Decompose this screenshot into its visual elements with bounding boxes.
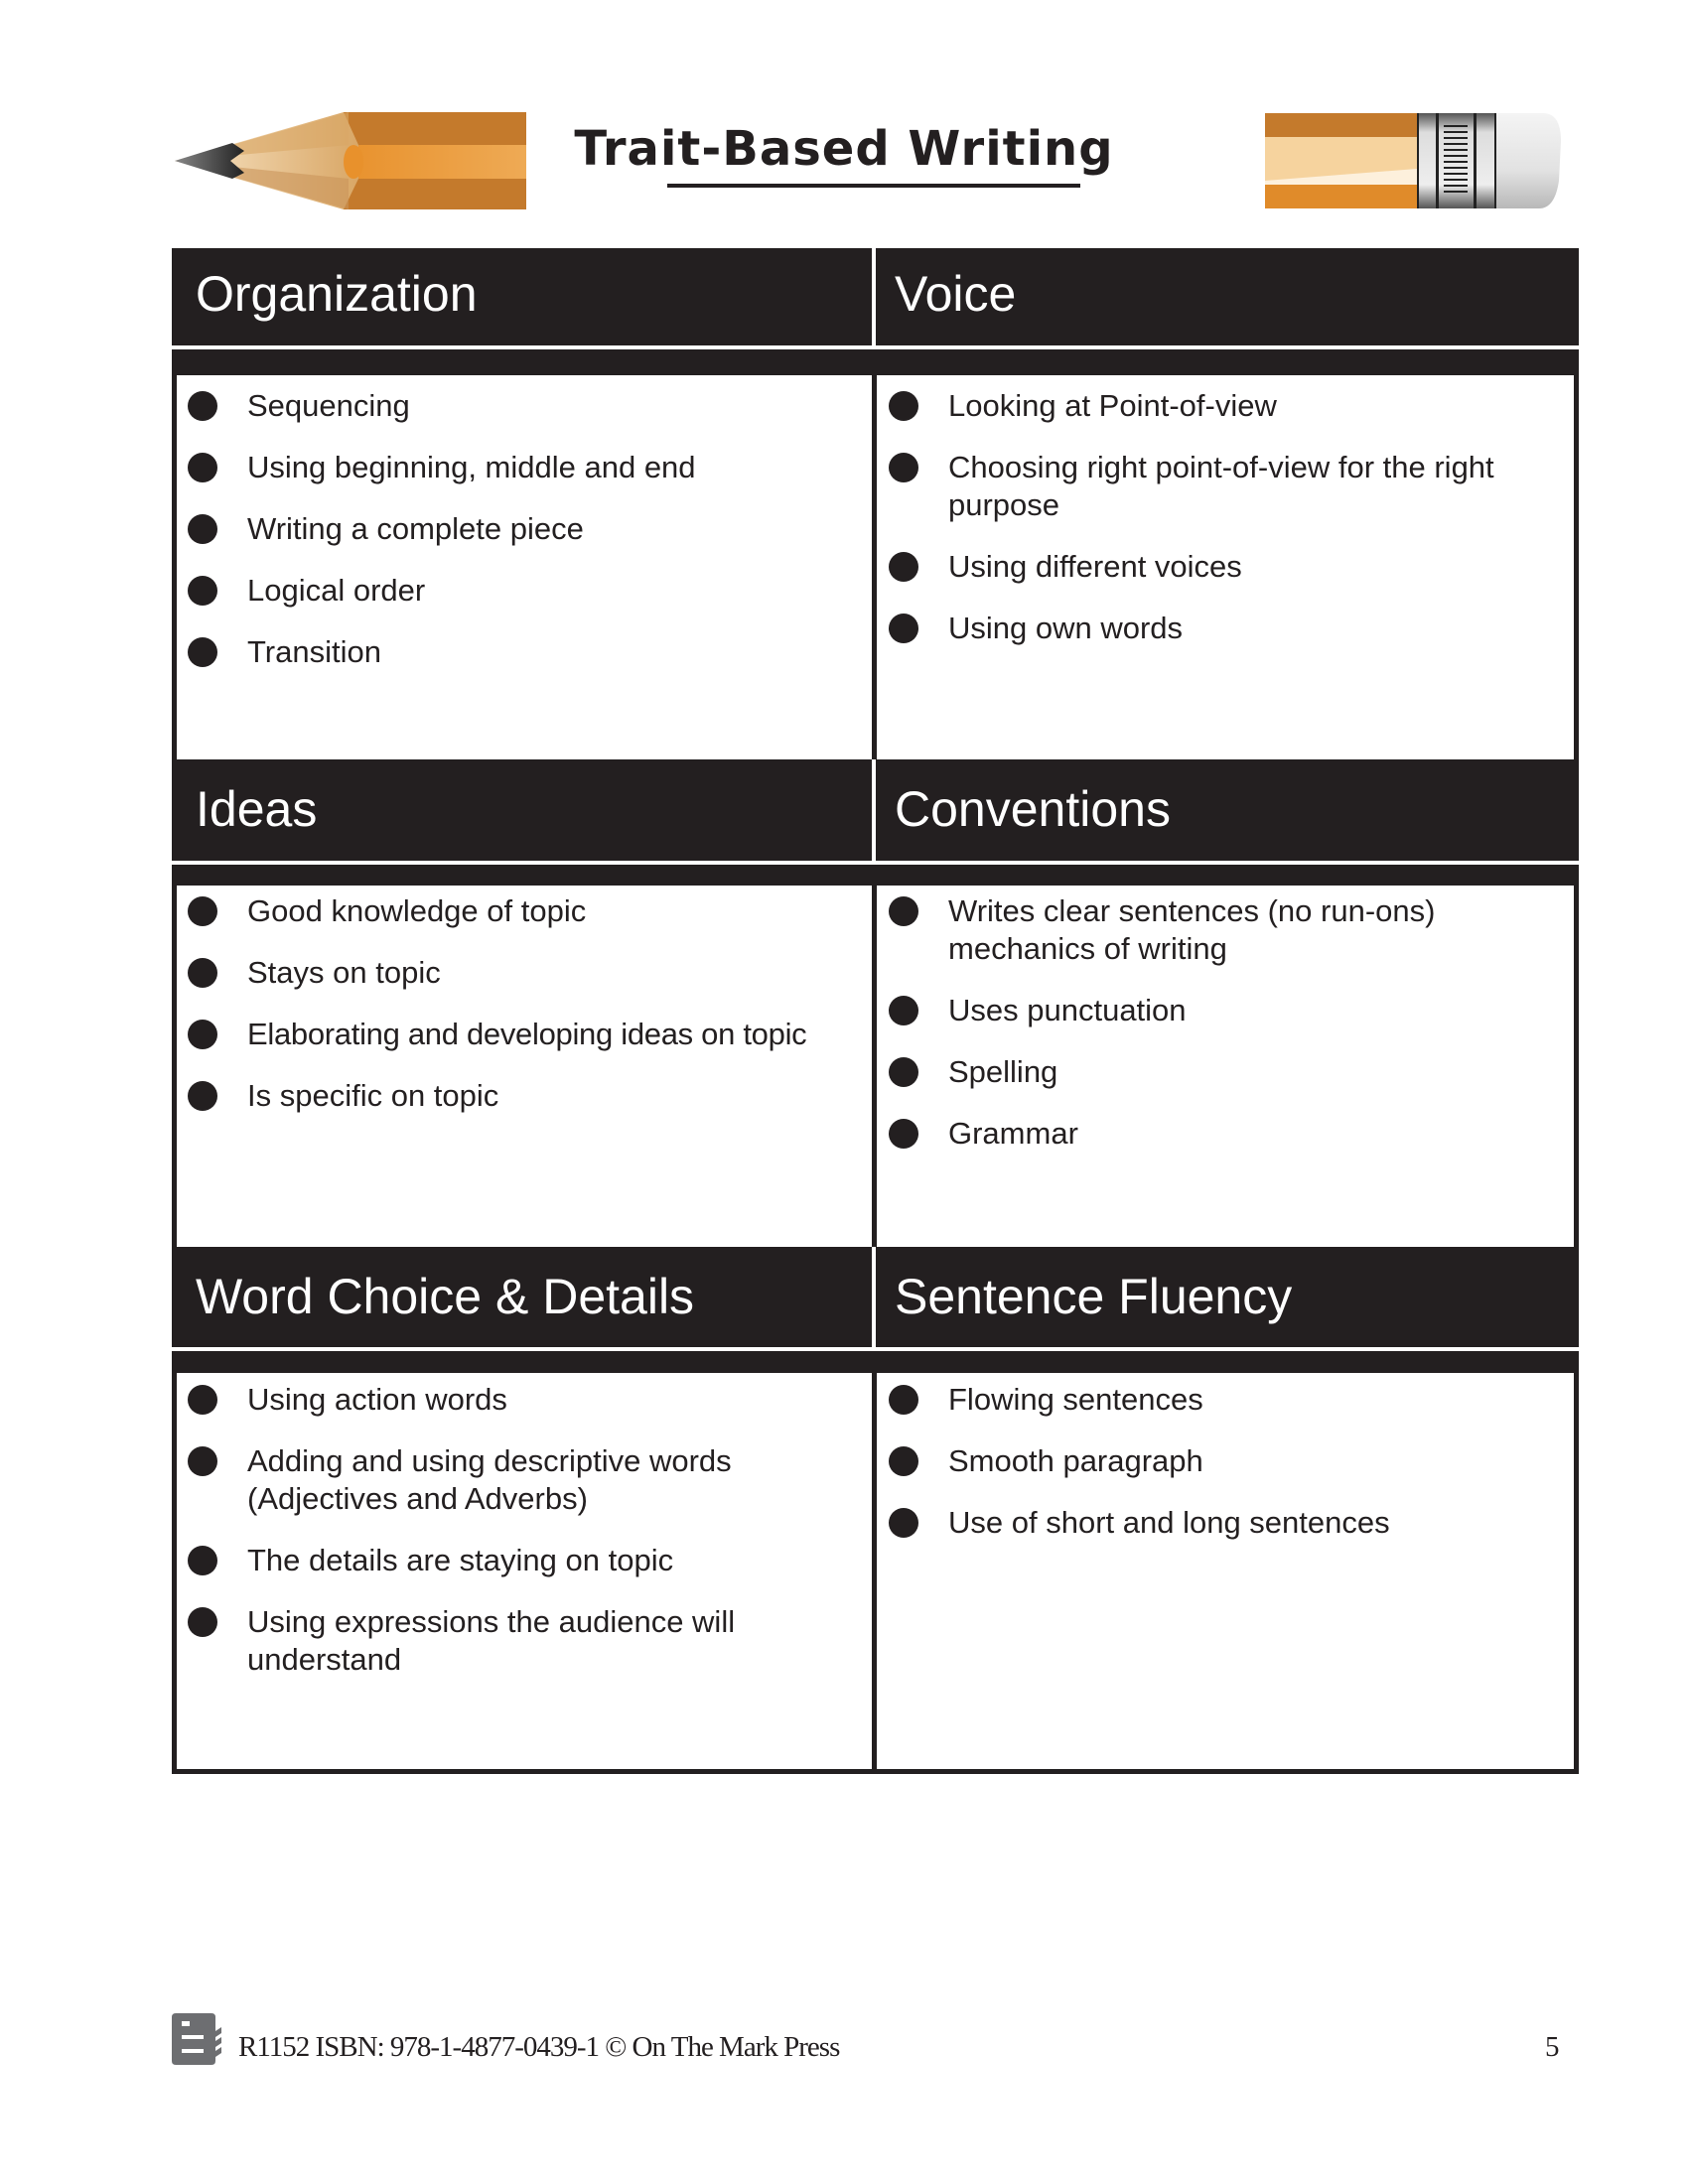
list-item: Adding and using descriptive words (Adjectives and Adverbs) xyxy=(188,1442,813,1518)
bullet-icon xyxy=(889,391,918,421)
bullet-icon xyxy=(188,958,217,988)
list-item: Looking at Point-of-view xyxy=(889,387,1564,425)
section-title-conventions: Conventions xyxy=(895,781,1171,837)
header-gap xyxy=(872,1247,876,1347)
list-item: Flowing sentences xyxy=(889,1381,1564,1419)
list-item: Is specific on topic xyxy=(188,1077,873,1115)
bullet-icon xyxy=(889,1385,918,1415)
header-rule xyxy=(172,345,1579,349)
section-body-sentence-fluency xyxy=(889,1373,1564,1566)
bullet-icon xyxy=(188,1385,217,1415)
header-rule xyxy=(172,861,1579,865)
bullet-icon xyxy=(188,1607,217,1637)
footer-copyright: R1152 ISBN: 978-1-4877-0439-1 © On The Mark Press xyxy=(238,2031,840,2063)
list-item: Using expressions the audience will understand xyxy=(188,1603,813,1679)
list-item: Logical order xyxy=(188,572,863,610)
list-item: Uses punctuation xyxy=(889,992,1504,1029)
list-item: Using own words xyxy=(889,610,1564,647)
section-title-sentence-fluency: Sentence Fluency xyxy=(895,1269,1293,1324)
bullet-icon xyxy=(188,576,217,606)
bullet-icon xyxy=(188,1081,217,1111)
list-item: The details are staying on topic xyxy=(188,1542,813,1579)
bullet-icon xyxy=(188,896,217,926)
bullet-icon xyxy=(188,514,217,544)
pencil-eraser-icon xyxy=(1265,111,1563,210)
list-item: Transition xyxy=(188,633,863,671)
bullet-icon xyxy=(889,996,918,1025)
bullet-icon xyxy=(188,637,217,667)
section-body-word-choice xyxy=(188,1373,813,1703)
bullet-icon xyxy=(188,1020,217,1049)
notepad-icon xyxy=(172,2013,221,2065)
section-body-organization xyxy=(188,387,863,695)
list-item: Using action words xyxy=(188,1381,813,1419)
bullet-icon xyxy=(188,1446,217,1476)
bullet-icon xyxy=(188,453,217,482)
list-item: Stays on topic xyxy=(188,954,873,992)
bullet-icon xyxy=(188,1546,217,1575)
section-header-row-2 xyxy=(172,759,1579,886)
list-item: Using different voices xyxy=(889,548,1564,586)
section-body-conventions xyxy=(889,892,1504,1176)
pencil-tip-icon xyxy=(175,111,526,210)
header-gap xyxy=(872,759,876,861)
page-title: Trait-Based Writing xyxy=(574,121,1114,177)
list-item: Grammar xyxy=(889,1115,1504,1153)
bullet-icon xyxy=(889,1446,918,1476)
section-title-word-choice: Word Choice & Details xyxy=(196,1269,695,1324)
bullet-icon xyxy=(889,1057,918,1087)
list-item: Using beginning, middle and end xyxy=(188,449,863,486)
bullet-icon xyxy=(889,453,918,482)
bullet-icon xyxy=(889,1119,918,1149)
title-underline xyxy=(667,184,1080,188)
section-title-ideas: Ideas xyxy=(196,781,318,837)
bullet-icon xyxy=(889,1508,918,1538)
bullet-icon xyxy=(889,614,918,643)
section-body-voice xyxy=(889,387,1564,671)
page-number: 5 xyxy=(1545,2031,1560,2063)
header-rule xyxy=(172,1347,1579,1351)
list-item: Choosing right point-of-view for the right purpose xyxy=(889,449,1564,524)
list-item: Elaborating and developing ideas on topic xyxy=(188,1016,873,1053)
bullet-icon xyxy=(889,552,918,582)
section-title-organization: Organization xyxy=(196,266,478,322)
list-item: Spelling xyxy=(889,1053,1504,1091)
bullet-icon xyxy=(889,896,918,926)
list-item: Writes clear sentences (no run-ons) mechanics of writing xyxy=(889,892,1504,968)
section-body-ideas xyxy=(188,892,873,1139)
list-item: Writing a complete piece xyxy=(188,510,863,548)
list-item: Sequencing xyxy=(188,387,863,425)
section-title-voice: Voice xyxy=(895,266,1017,322)
list-item: Use of short and long sentences xyxy=(889,1504,1564,1542)
header-gap xyxy=(872,248,876,345)
list-item: Good knowledge of topic xyxy=(188,892,873,930)
section-header-row-3 xyxy=(172,1247,1579,1373)
section-header-row-1 xyxy=(172,248,1579,375)
list-item: Smooth paragraph xyxy=(889,1442,1564,1480)
bullet-icon xyxy=(188,391,217,421)
